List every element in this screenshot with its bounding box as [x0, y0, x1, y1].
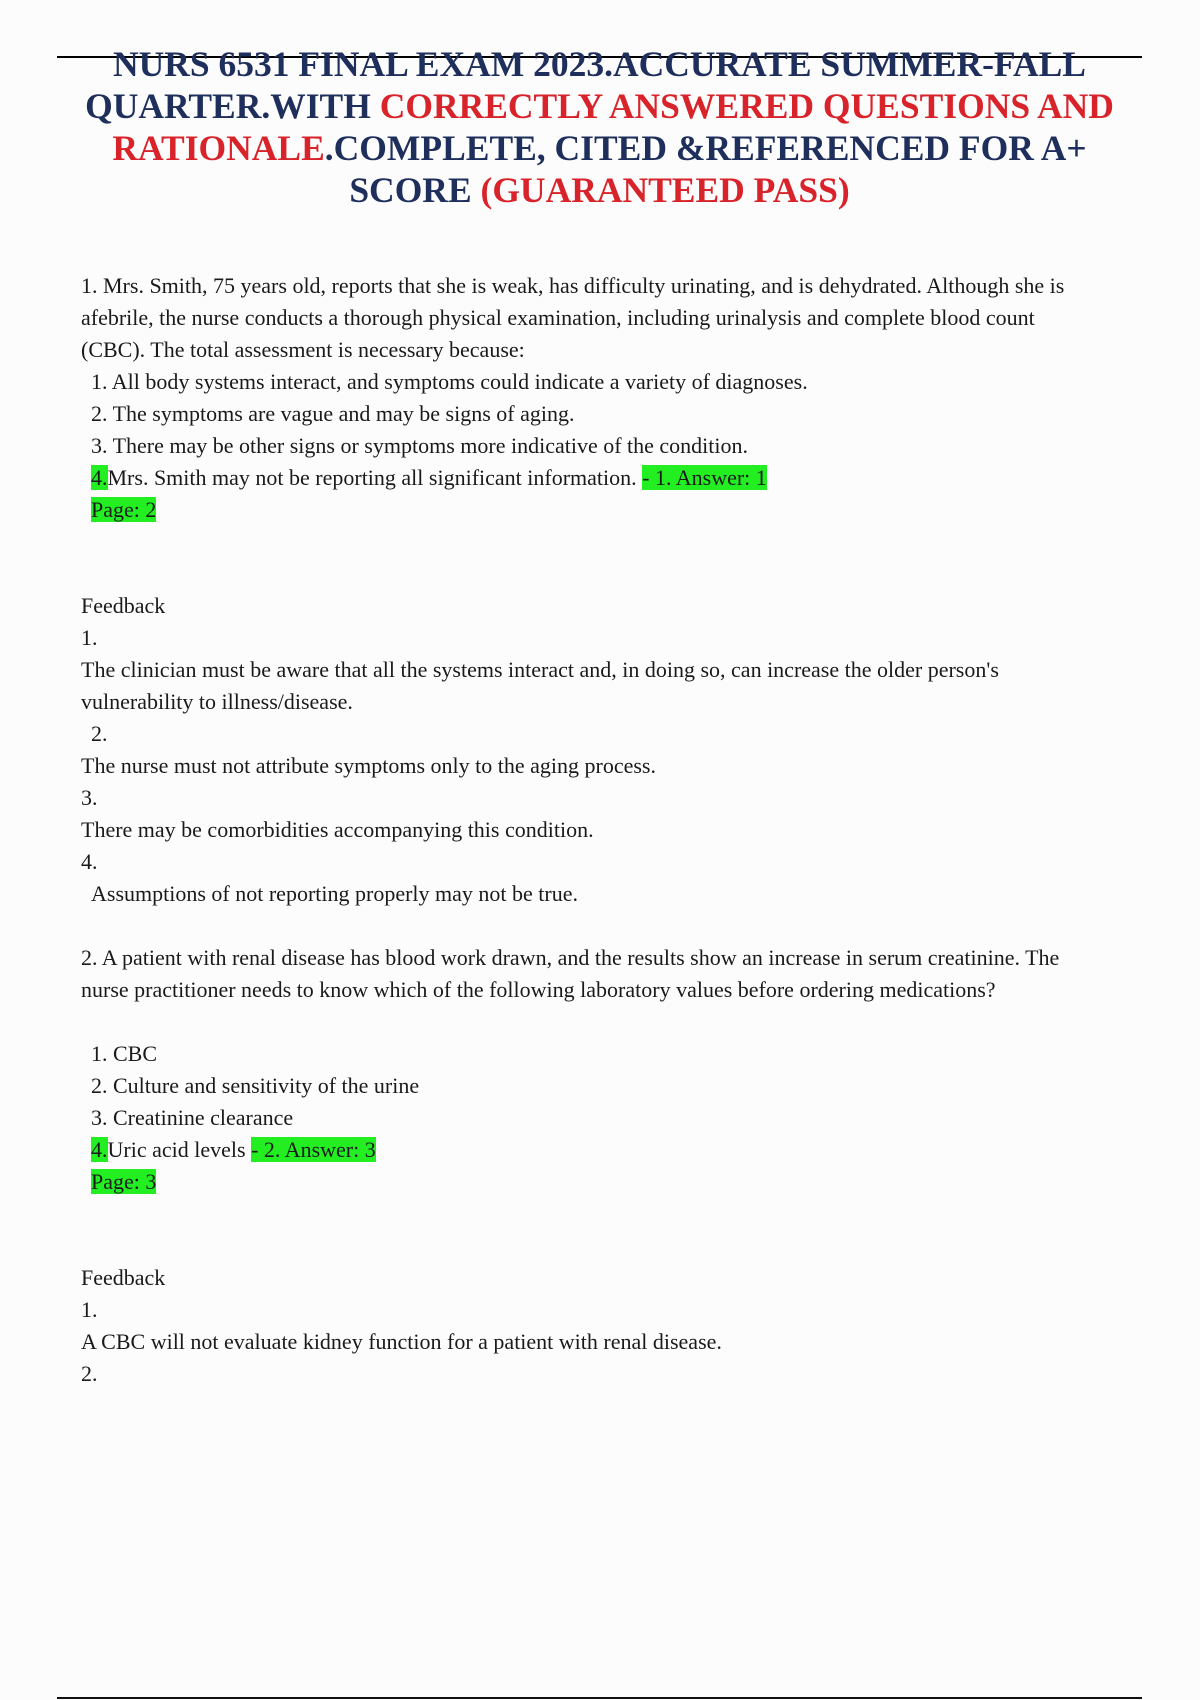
feedback-3-number: 3.	[81, 785, 98, 810]
bottom-rule	[57, 1697, 1142, 1699]
feedback-2-text: The nurse must not attribute symptoms only to the aging process.	[81, 753, 656, 778]
question-1-option-1: 1. All body systems interact, and symptoms could indicate a variety of diagnoses.	[91, 369, 808, 394]
title-part-2: CORRECTLY ANSWERED QUESTIONS AND RATIONALE	[112, 86, 1114, 168]
question-1-answer: - 1. Answer: 1	[642, 465, 767, 490]
question-2-option-3: 3. Creatinine clearance	[91, 1105, 294, 1130]
title-part-3: .COMPLETE, CITED &REFERENCED FOR A+ SCORE	[324, 128, 1087, 210]
feedback-1-number: 1.	[81, 625, 98, 650]
option-4-text: Uric acid levels	[107, 1137, 252, 1162]
question-1-page-ref	[81, 494, 1101, 526]
question-1-feedback-heading: Feedback	[81, 593, 166, 618]
question-2-option-4	[81, 1134, 1101, 1166]
question-2-option-1: 1. CBC	[91, 1041, 158, 1066]
question-2-stem: 2. A patient with renal disease has blood work drawn, and the results show an increase in serum creatinine. The nurse practitioner needs to know which of the following laboratory values before ordering medications?	[81, 945, 1060, 1002]
option-4-number: 4.	[91, 1137, 108, 1162]
feedback-1-text: A CBC will not evaluate kidney function for a patient with renal disease.	[81, 1329, 722, 1354]
page-label: Page: 3	[91, 1169, 157, 1194]
question-2-feedback-heading: Feedback	[81, 1265, 166, 1290]
title-part-4: (GUARANTEED PASS)	[480, 170, 850, 210]
feedback-4-number: 4.	[81, 849, 98, 874]
question-1-option-3: 3. There may be other signs or symptoms more indicative of the condition.	[91, 433, 749, 458]
option-4-text: Mrs. Smith may not be reporting all significant information.	[107, 465, 643, 490]
feedback-1-number: 1.	[81, 1297, 98, 1322]
question-2-page-ref	[81, 1166, 1101, 1198]
feedback-4-text: Assumptions of not reporting properly may not be true.	[91, 881, 578, 906]
question-2-option-2: 2. Culture and sensitivity of the urine	[91, 1073, 420, 1098]
feedback-3-text: There may be comorbidities accompanying this condition.	[81, 817, 594, 842]
document-title	[57, 43, 1142, 211]
question-1-option-4	[81, 462, 1101, 494]
question-1-option-2: 2. The symptoms are vague and may be signs of aging.	[91, 401, 575, 426]
feedback-2-number: 2.	[91, 721, 108, 746]
question-1-stem: 1. Mrs. Smith, 75 years old, reports that she is weak, has difficulty urinating, and is dehydrated. Although she is afebrile, the nurse conducts a thorough physical examination, including urinalysis and complete blood count (CBC). The total assessment is necessary because:	[81, 273, 1065, 362]
document-body	[81, 270, 1101, 1390]
title-part-1: NURS 6531 FINAL EXAM 2023.ACCURATE SUMMER-FALL QUARTER.WITH	[85, 44, 1086, 126]
feedback-1-text: The clinician must be aware that all the systems interact and, in doing so, can increase the older person's vulnerability to illness/disease.	[81, 657, 999, 714]
page-label: Page: 2	[91, 497, 157, 522]
feedback-2-number: 2.	[81, 1361, 98, 1386]
question-2-answer: - 2. Answer: 3	[251, 1137, 376, 1162]
option-4-number: 4.	[91, 465, 108, 490]
